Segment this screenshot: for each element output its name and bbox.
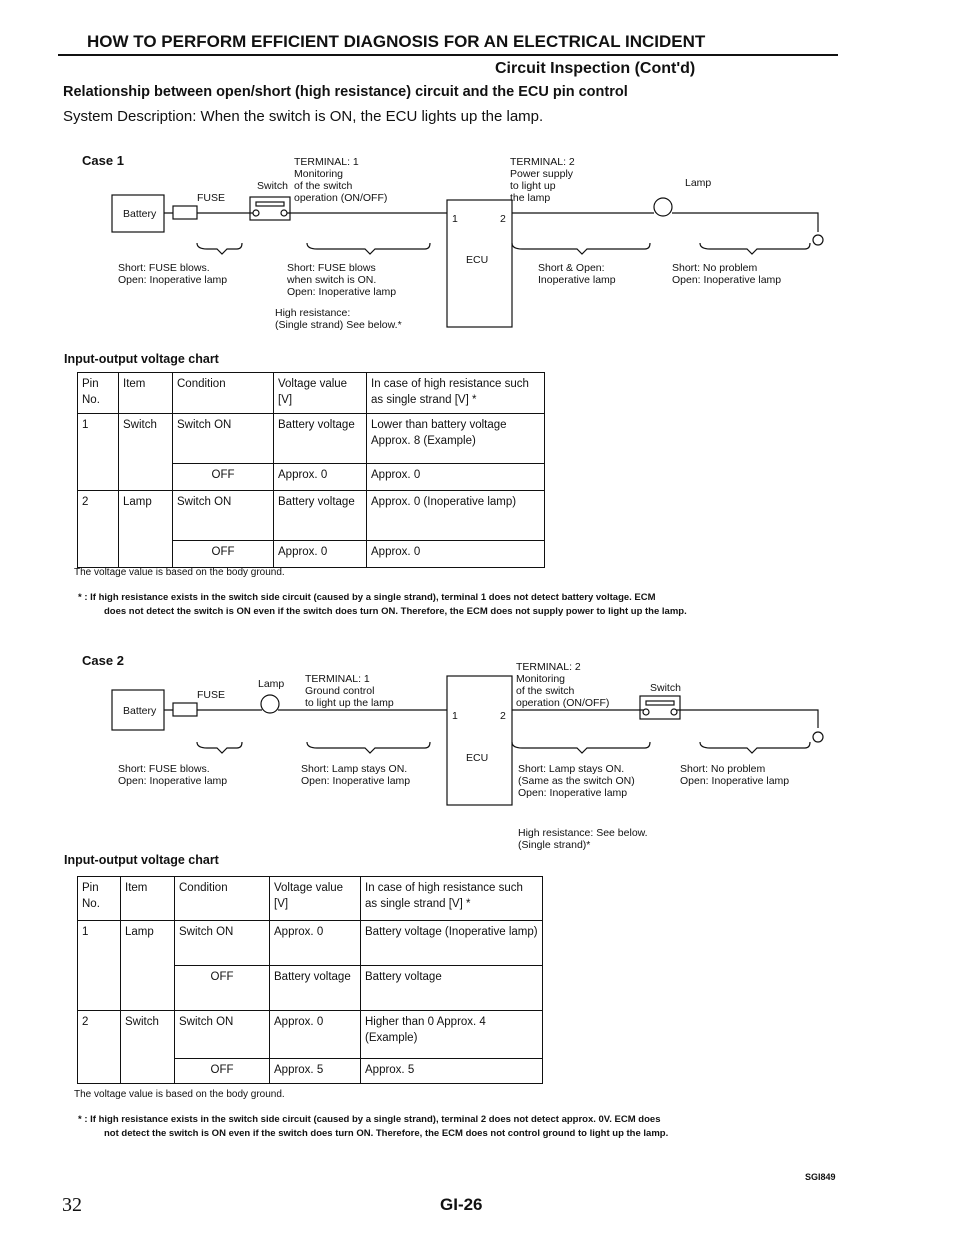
text-line: to light up	[510, 180, 556, 192]
text-line: TERMINAL: 2	[510, 156, 575, 168]
cell: OFF	[175, 1059, 270, 1084]
cell: Switch ON	[173, 491, 274, 541]
text-line: operation (ON/OFF)	[516, 697, 610, 709]
voltage-chart-2	[77, 876, 543, 1084]
col-high-resistance: In case of high resistance such as single strand [V] *	[361, 877, 543, 921]
text-line: Open: Inoperative lamp	[118, 274, 228, 286]
cell: OFF	[175, 966, 270, 1011]
text-line: operation (ON/OFF)	[294, 192, 388, 204]
fuse-label: FUSE	[197, 192, 226, 204]
cell: Lower than battery voltage Approx. 8 (Example)	[367, 414, 545, 464]
cell: Switch ON	[175, 921, 270, 966]
lamp-label: Lamp	[685, 177, 712, 189]
chart2-footnote	[78, 1113, 668, 1141]
text-line: Inoperative lamp	[538, 274, 616, 286]
text-line: Short: No problem	[680, 763, 766, 775]
cell: Switch	[119, 414, 173, 491]
cell: Battery voltage (Inoperative lamp)	[361, 921, 543, 966]
cell: 1	[78, 921, 121, 1011]
text-line: Open: Inoperative lamp	[672, 274, 782, 286]
battery-label: Battery	[123, 208, 157, 220]
text-line: Open: Inoperative lamp	[118, 775, 228, 787]
page-number: 32	[62, 1194, 82, 1216]
cell: 1	[78, 414, 119, 491]
col-item: Item	[121, 877, 175, 921]
cell: OFF	[173, 541, 274, 568]
col-item: Item	[119, 373, 173, 414]
text-line: of the switch	[294, 180, 353, 192]
segment-fault-2	[287, 262, 396, 298]
col-voltage: Voltage value [V]	[274, 373, 367, 414]
terminal1-desc	[294, 156, 387, 204]
text-line: Short: Lamp stays ON.	[518, 763, 625, 775]
pin2-label: 2	[500, 213, 506, 225]
fuse-icon	[173, 703, 197, 716]
text-line: High resistance: See below.	[518, 827, 648, 839]
text-line: TERMINAL: 1	[305, 673, 370, 685]
terminal2-desc	[516, 661, 609, 709]
section-heading: Relationship between open/short (high resistance) circuit and the ECU pin control	[63, 84, 628, 100]
cell: Lamp	[119, 491, 173, 568]
switch-label: Switch	[650, 682, 681, 694]
ecu-label: ECU	[466, 254, 489, 266]
text-line: the lamp	[510, 192, 551, 204]
chart1-title: Input-output voltage chart	[64, 352, 219, 366]
figure-id: SGI849	[805, 1172, 836, 1182]
ground-icon	[813, 732, 823, 742]
text-line: Ground control	[305, 685, 375, 697]
cell: Approx. 0 (Inoperative lamp)	[367, 491, 545, 541]
table-row	[78, 491, 545, 541]
segment-fault-1	[118, 262, 227, 286]
terminal1-desc	[305, 673, 394, 709]
voltage-chart-1	[77, 372, 545, 568]
page-code: GI-26	[440, 1195, 483, 1214]
cell: 2	[78, 491, 119, 568]
col-high-resistance: In case of high resistance such as single strand [V] *	[367, 373, 545, 414]
cell: Battery voltage	[274, 491, 367, 541]
cell: Approx. 0	[274, 541, 367, 568]
text-line: Open: Inoperative lamp	[680, 775, 790, 787]
battery-label: Battery	[123, 705, 157, 717]
col-pin: Pin No.	[78, 373, 119, 414]
segment-fault-4	[672, 262, 781, 286]
cell: Approx. 0	[274, 464, 367, 491]
text-line: of the switch	[516, 685, 575, 697]
cell: Switch ON	[175, 1011, 270, 1059]
page-header-title: HOW TO PERFORM EFFICIENT DIAGNOSIS FOR AN ELECTRICAL INCIDENT	[87, 32, 706, 51]
table-row	[78, 414, 545, 464]
chart2-note: The voltage value is based on the body ground.	[74, 1089, 285, 1100]
text-line: not detect the switch is ON even if the switch does turn ON. Therefore, the ECM does not control ground to light up the lamp.	[104, 1128, 669, 1139]
lamp-icon	[654, 198, 672, 216]
cell: Switch ON	[173, 414, 274, 464]
ecu-box-2	[447, 676, 512, 805]
chart2-title: Input-output voltage chart	[64, 853, 219, 867]
ecu-label: ECU	[466, 752, 489, 764]
terminal2-desc	[510, 156, 575, 204]
text-line: Monitoring	[516, 673, 566, 685]
text-line: (Single strand) See below.*	[275, 319, 402, 331]
col-voltage: Voltage value [V]	[270, 877, 361, 921]
cell: Approx. 5	[361, 1059, 543, 1084]
cell: OFF	[173, 464, 274, 491]
ground-icon	[813, 235, 823, 245]
chart1-note: The voltage value is based on the body ground.	[74, 567, 285, 578]
cell: Lamp	[121, 921, 175, 1011]
text-line: Short: FUSE blows	[287, 262, 376, 274]
text-line: when switch is ON.	[287, 274, 377, 286]
cell: Battery voltage	[274, 414, 367, 464]
segment-high-resistance	[275, 307, 402, 331]
text-line: * : If high resistance exists in the switch side circuit (caused by a single strand), terminal 2 does not detect approx. 0V. ECM does	[78, 1114, 661, 1125]
text-line: Power supply	[510, 168, 574, 180]
chart1-footnote	[78, 591, 687, 619]
cell: Battery voltage	[361, 966, 543, 1011]
text-line: Open: Inoperative lamp	[287, 286, 397, 298]
system-description: System Description: When the switch is ON, the ECU lights up the lamp.	[63, 108, 544, 125]
text-line: TERMINAL: 1	[294, 156, 359, 168]
table-row	[78, 921, 543, 966]
case2-label: Case 2	[82, 653, 124, 668]
cell: Approx. 0	[270, 1011, 361, 1059]
text-line: Short: FUSE blows.	[118, 262, 210, 274]
col-pin: Pin No.	[78, 877, 121, 921]
cell: Approx. 0	[367, 464, 545, 491]
text-line: * : If high resistance exists in the switch side circuit (caused by a single strand), terminal 1 does not detect battery voltage. ECM	[78, 592, 656, 603]
cell: Battery voltage	[270, 966, 361, 1011]
cell: 2	[78, 1011, 121, 1084]
pin2-label: 2	[500, 710, 506, 722]
segment-high-resistance	[518, 827, 648, 851]
table-row	[78, 1011, 543, 1059]
segment-fault-4	[680, 763, 789, 787]
text-line: to light up the lamp	[305, 697, 394, 709]
segment-fault-3	[518, 763, 635, 799]
cell: Approx. 5	[270, 1059, 361, 1084]
text-line: Short & Open:	[538, 262, 605, 274]
segment-fault-2	[301, 763, 410, 787]
text-line: Open: Inoperative lamp	[518, 787, 628, 799]
text-line: Short: No problem	[672, 262, 758, 274]
segment-fault-3	[538, 262, 616, 286]
text-line: Short: FUSE blows.	[118, 763, 210, 775]
fuse-icon	[173, 206, 197, 219]
cell: Approx. 0	[367, 541, 545, 568]
cell: Higher than 0 Approx. 4 (Example)	[361, 1011, 543, 1059]
section-subtitle: Circuit Inspection (Cont'd)	[495, 60, 696, 77]
cell: Approx. 0	[270, 921, 361, 966]
text-line: does not detect the switch is ON even if the switch does turn ON. Therefore, the ECM does not supply power to light up the lamp.	[104, 606, 687, 617]
pin1-label: 1	[452, 710, 458, 722]
text-line: (Single strand)*	[518, 839, 591, 851]
col-condition: Condition	[173, 373, 274, 414]
col-condition: Condition	[175, 877, 270, 921]
fuse-label: FUSE	[197, 689, 226, 701]
text-line: Open: Inoperative lamp	[301, 775, 411, 787]
case1-label: Case 1	[82, 153, 124, 168]
text-line: High resistance:	[275, 307, 351, 319]
text-line: (Same as the switch ON)	[518, 775, 635, 787]
text-line: Short: Lamp stays ON.	[301, 763, 408, 775]
lamp-label: Lamp	[258, 678, 285, 690]
pin1-label: 1	[452, 213, 458, 225]
switch-label: Switch	[257, 180, 288, 192]
cell: Switch	[121, 1011, 175, 1084]
text-line: TERMINAL: 2	[516, 661, 581, 673]
lamp-icon	[261, 695, 279, 713]
segment-fault-1	[118, 763, 227, 787]
text-line: Monitoring	[294, 168, 344, 180]
